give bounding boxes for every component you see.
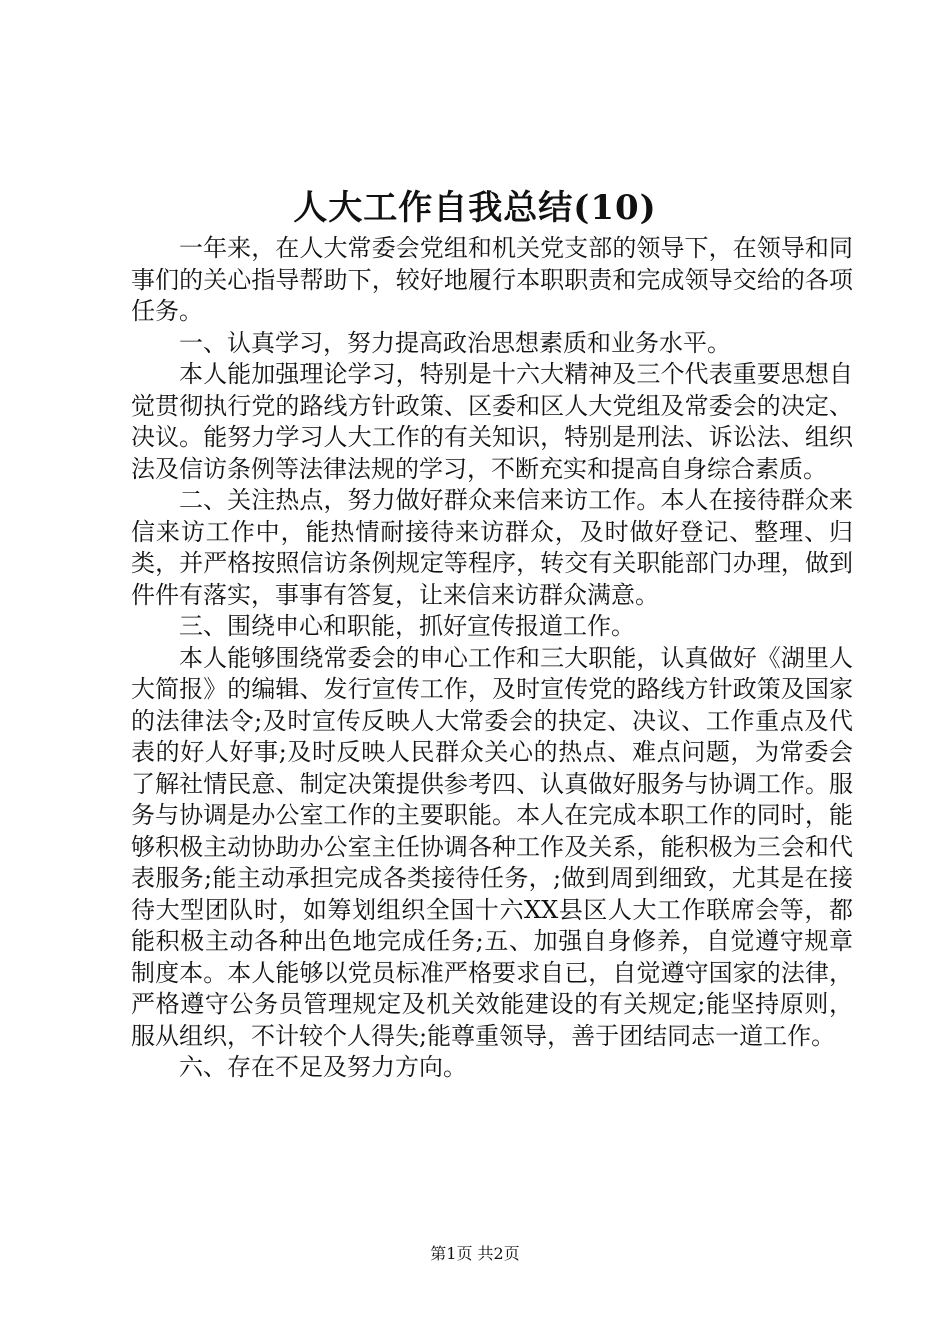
document-title: 人大工作自我总结(10) — [293, 188, 657, 228]
paragraph-section-1: 本人能加强理论学习，特别是十六大精神及三个代表重要思想自觉贯彻执行党的路线方针政策、区委和区人大党组及常委会的决定、决议。能努力学习人大工作的有关知识，特别是刑法、诉讼法、组织法及信访条例等法律法规的学习，不断充实和提高自身综合素质。 — [131, 360, 853, 483]
page-footer: 第1页 共2页 — [430, 1244, 520, 1263]
heading-section-1: 一、认真学习，努力提高政治思想素质和业务水平。 — [179, 328, 731, 357]
document-body — [131, 233, 853, 1084]
paragraph-intro: 一年来，在人大常委会党组和机关党支部的领导下，在领导和同事们的关心指导帮助下，较好地履行本职职责和完成领导交给的各项任务。 — [131, 234, 853, 325]
heading-section-6: 六、存在不足及努力方向。 — [179, 1053, 467, 1081]
heading-section-3: 三、围绕申心和职能，抓好宣传报道工作。 — [179, 612, 635, 640]
paragraph-section-3: 本人能够围绕常委会的申心工作和三大职能，认真做好《湖里人大简报》的编辑、发行宣传工作，及时宣传党的路线方针政策及国家的法律法令;及时宣传反映人大常委会的抉定、决议、工作重点及代表的好人好事;及时反映人民群众关心的热点、难点问题，为常委会了解社情民意、制定决策提供参考四、认真做好服务与协调工作。服务与协调是办公室工作的主要职能。本人在完成本职工作的同时，能够积极主动协助办公室主任协调各种工作及关系，能积极为三会和代表服务;能主动承担完成各类接待任务，;做到周到细致，尤其是在接待大型团队时，如筹划组织全国十六XX县区人大工作联席会等，都能积极主动各种出色地完成任务;五、加强自身修养，自觉遵守规章制度本。本人能够以党员标准严格要求自已，自觉遵守国家的法律，严格遵守公务员管理规定及机关效能建设的有关规定;能坚持原则，服从组织，不计较个人得失;能尊重领导，善于团结同志一道工作。 — [131, 643, 853, 1050]
paragraph-section-2: 二、关注热点，努力做好群众来信来访工作。本人在接待群众来信来访工作中，能热情耐接待来访群众，及时做好登记、整理、归类，并严格按照信访条例规定等程序，转交有关职能部门办理，做到件件有落实，事事有答复，让来信来访群众满意。 — [131, 486, 853, 609]
